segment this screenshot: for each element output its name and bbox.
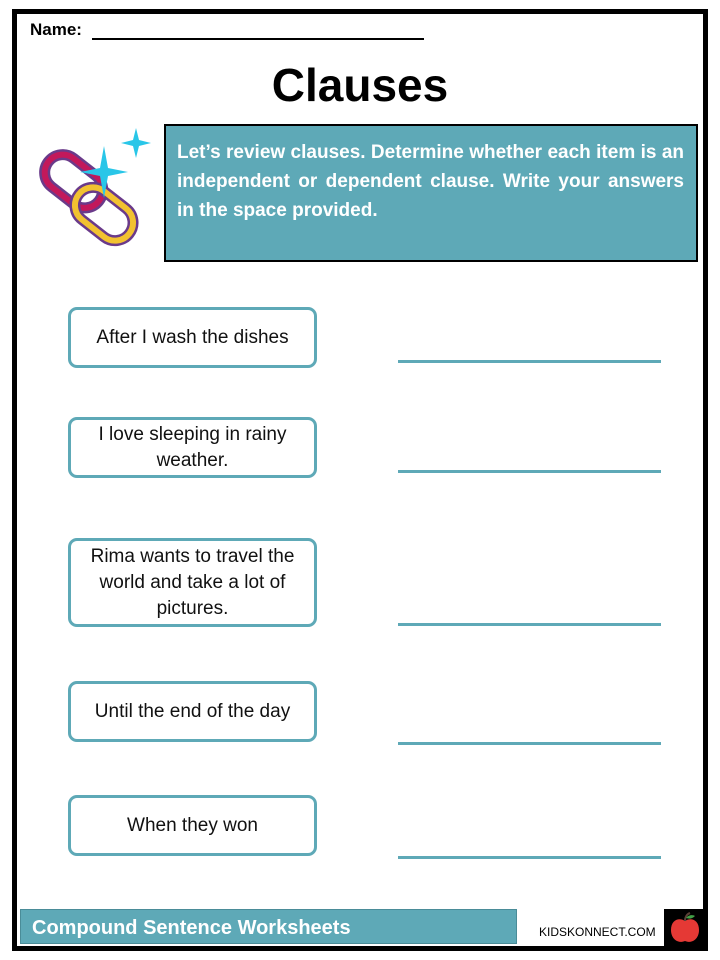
- clause-item-1: After I wash the dishes: [68, 307, 317, 368]
- name-input-line[interactable]: [92, 38, 424, 40]
- answer-line-4[interactable]: [398, 742, 661, 745]
- footer-site-link[interactable]: KIDSKONNECT.COM: [539, 925, 656, 939]
- footer-banner: Compound Sentence Worksheets: [20, 909, 517, 944]
- answer-line-1[interactable]: [398, 360, 661, 363]
- clause-item-3: Rima wants to travel the world and take a lot of pictures.: [68, 538, 317, 627]
- name-label: Name:: [30, 20, 82, 39]
- answer-line-5[interactable]: [398, 856, 661, 859]
- answer-line-2[interactable]: [398, 470, 661, 473]
- chain-link-icon: [24, 126, 156, 260]
- clause-item-2: I love sleeping in rainy weather.: [68, 417, 317, 478]
- answer-line-3[interactable]: [398, 623, 661, 626]
- sparkle-icon: [121, 128, 151, 158]
- apple-icon: [664, 909, 706, 947]
- instructions-box: Let’s review clauses. Determine whether each item is an independent or dependent clause. Write your answers in the space provided.: [164, 124, 698, 262]
- clause-item-4: Until the end of the day: [68, 681, 317, 742]
- clause-item-5: When they won: [68, 795, 317, 856]
- page-title: Clauses: [271, 59, 449, 111]
